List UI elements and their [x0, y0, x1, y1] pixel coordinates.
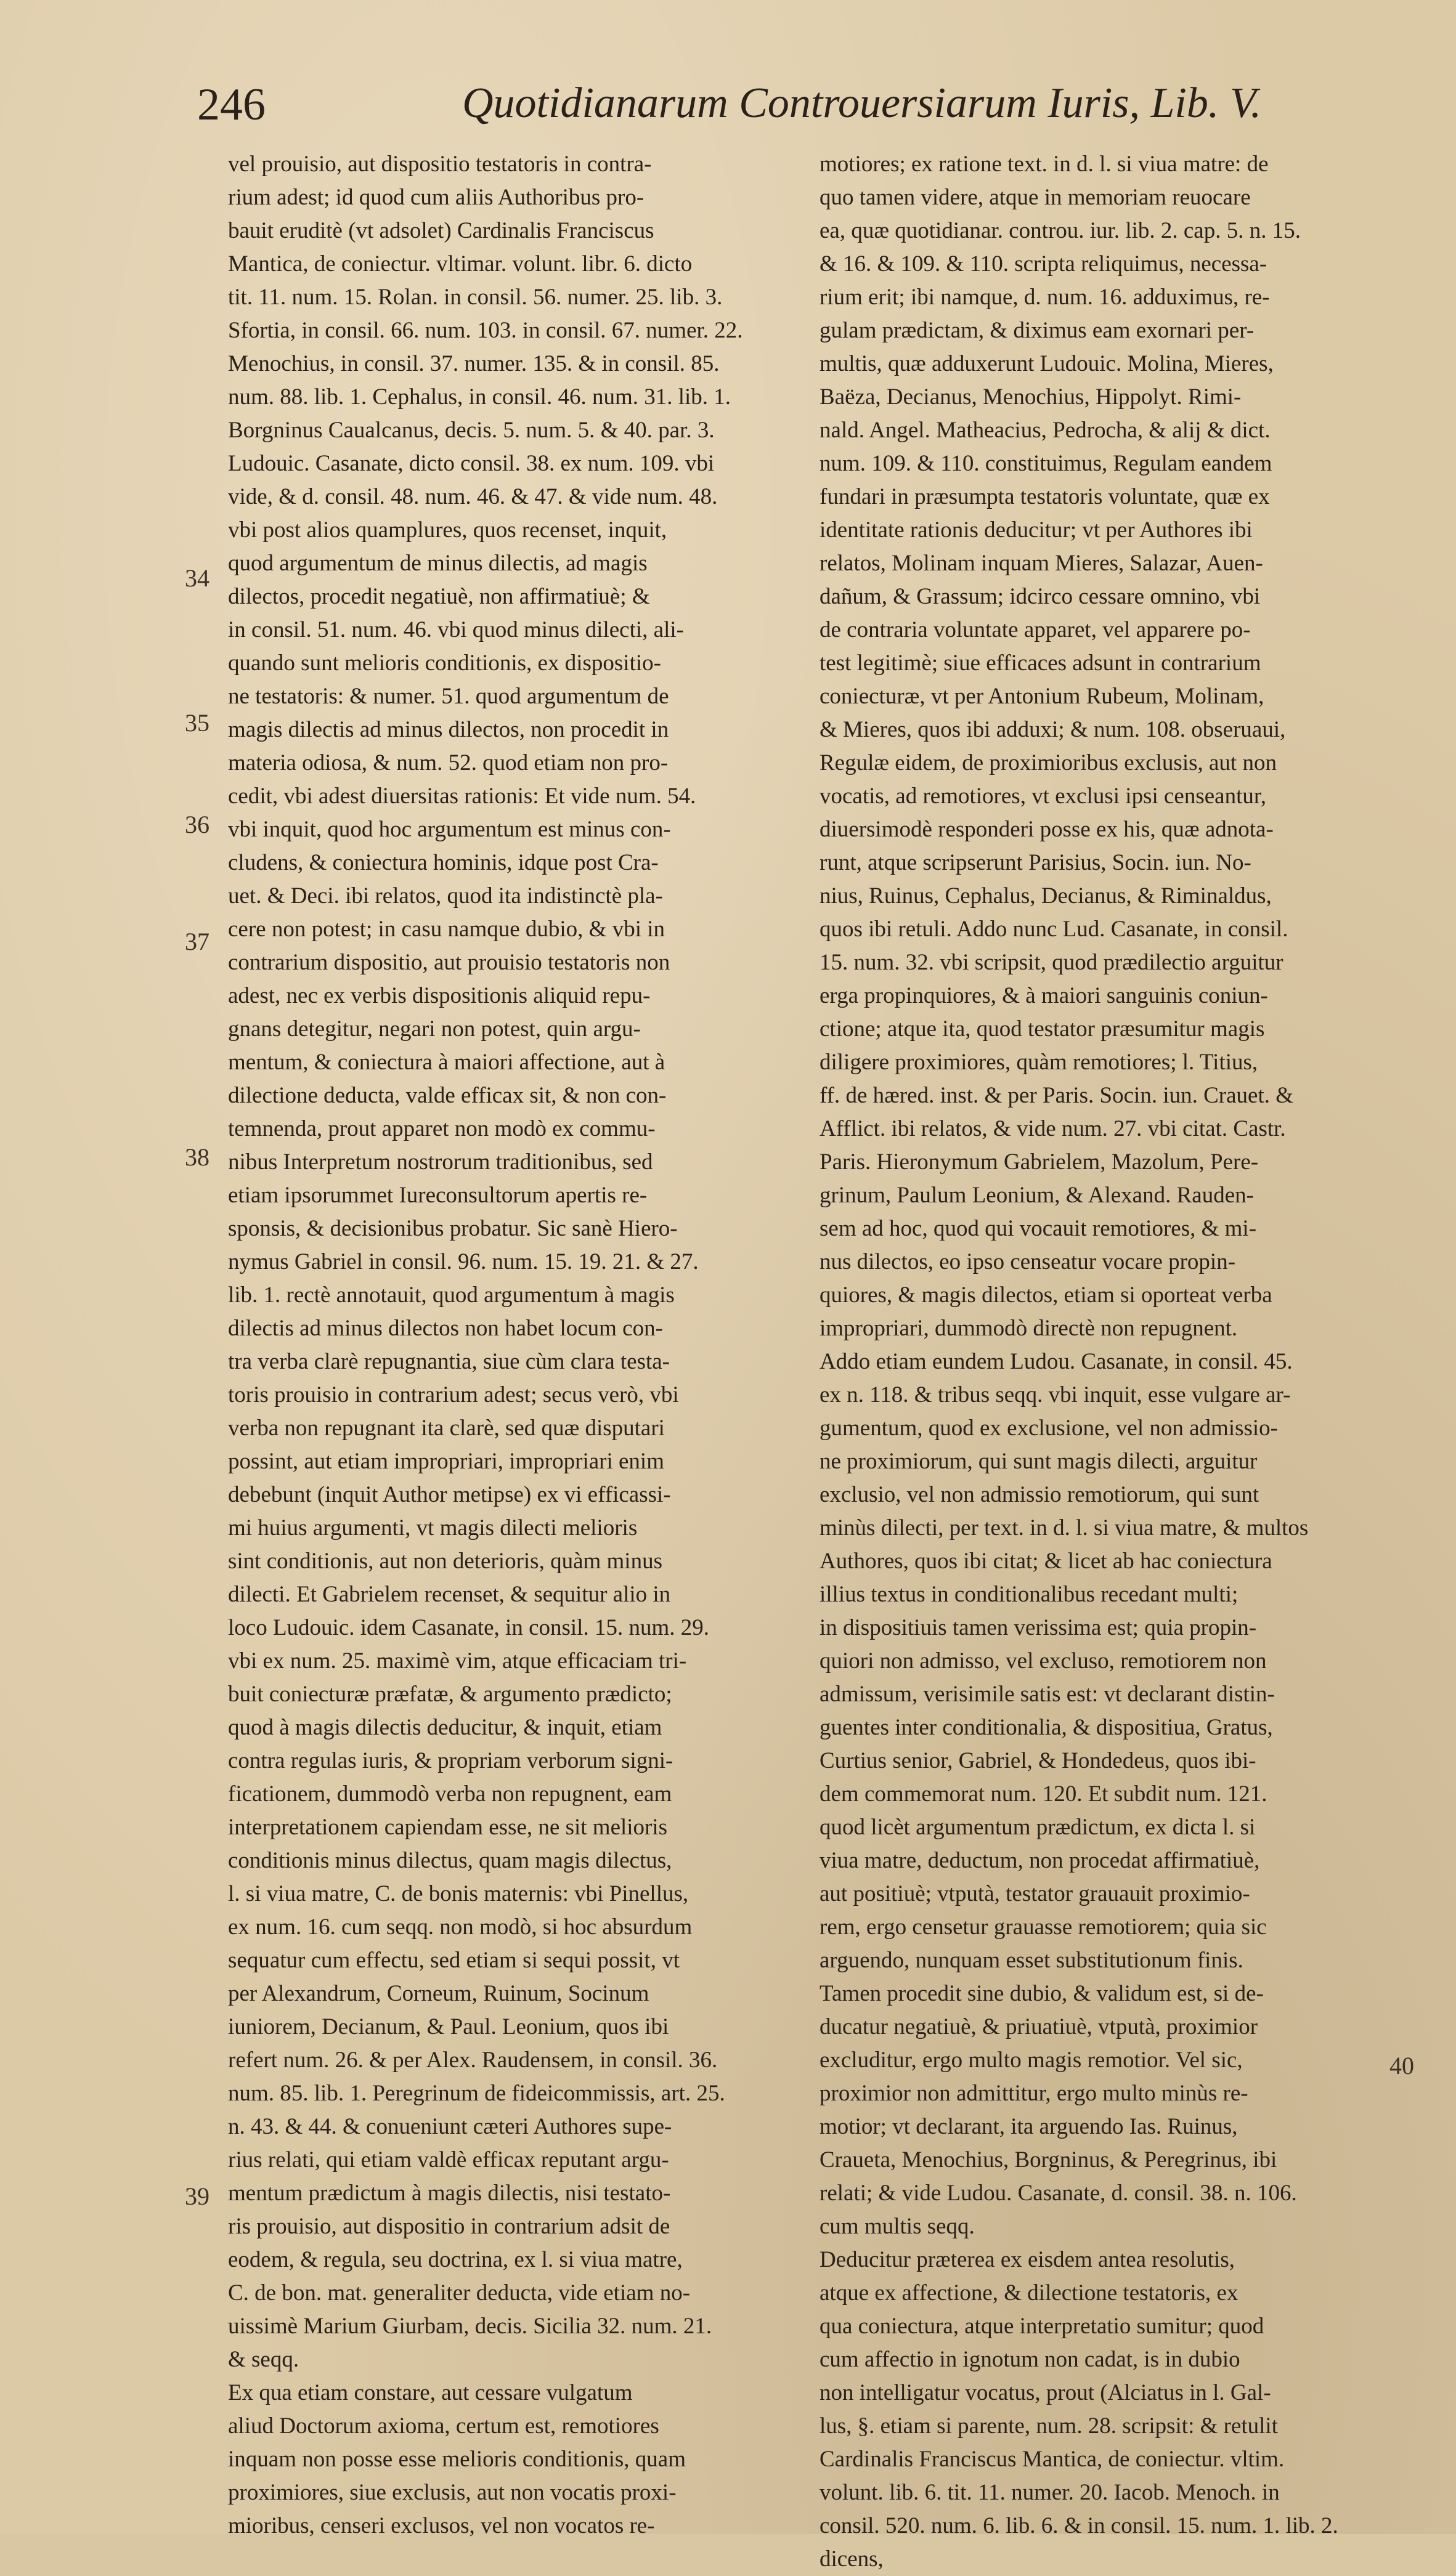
text-line: & seqq. — [228, 2347, 299, 2372]
text-line: in consil. 51. num. 46. vbi quod minus dilecti, ali- — [228, 617, 684, 642]
text-line: dilectione deducta, valde efficax sit, & non con- — [228, 1083, 667, 1108]
text-line: mioribus, censeri exclusos, vel non vocatos re- — [228, 2513, 655, 2538]
text-line: vbi inquit, quod hoc argumentum est minus con- — [228, 817, 671, 842]
text-line: refert num. 26. & per Alex. Raudensem, in consil. 36. — [228, 2047, 718, 2073]
text-line: ne proximiorum, qui sunt magis dilecti, arguitur — [820, 1449, 1258, 1474]
text-line: vocatis, ad remotiores, vt exclusi ipsi censeantur, — [820, 784, 1266, 809]
text-line: relatos, Molinam inquam Mieres, Salazar, Auen- — [820, 551, 1263, 576]
text-line: eodem, & regula, seu doctrina, ex l. si viua matre, — [228, 2247, 683, 2272]
text-line: identitate rationis deducitur; vt per Authores ibi — [820, 517, 1253, 543]
text-line: vbi ex num. 25. maximè vim, atque efficaciam tri- — [228, 1648, 687, 1674]
text-line: diuersimodè responderi posse ex his, quæ adnota- — [820, 817, 1274, 842]
text-line: bauit eruditè (vt adsolet) Cardinalis Franciscus — [228, 218, 654, 243]
text-line: possint, aut etiam impropriari, impropriari enim — [228, 1449, 664, 1474]
text-line: Mantica, de coniectur. vltimar. volunt. libr. 6. dicto — [228, 251, 693, 277]
text-line: contrarium dispositio, aut prouisio testatoris non — [228, 950, 670, 975]
text-line: tit. 11. num. 15. Rolan. in consil. 56. numer. 25. lib. 3. — [228, 285, 723, 310]
right-text-column — [820, 148, 1411, 2576]
text-line: rem, ergo censetur grauasse remotiorem; quia sic — [820, 1914, 1267, 1940]
text-line: runt, atque scripserunt Parisius, Socin. iun. No- — [820, 850, 1251, 875]
text-line: atque ex affectione, & dilectione testatoris, ex — [820, 2280, 1238, 2306]
text-line: relati; & vide Ludou. Casanate, d. consil. 38. n. 106. — [820, 2181, 1297, 2206]
text-line: Craueta, Menochius, Borgninus, & Peregrinus, ibi — [820, 2147, 1277, 2173]
text-line: guentes inter conditionalia, & dispositiua, Gratus, — [820, 1715, 1273, 1740]
text-line: gumentum, quod ex exclusione, vel non admissio- — [820, 1416, 1278, 1441]
text-line: Deducitur præterea ex eisdem antea resolutis, — [820, 2247, 1235, 2272]
text-line: sponsis, & decisionibus probatur. Sic sanè Hiero- — [228, 1216, 678, 1241]
text-line: ff. de hæred. inst. & per Paris. Socin. iun. Crauet. & — [820, 1083, 1294, 1108]
text-line: n. 43. & 44. & conueniunt cæteri Authores supe- — [228, 2114, 672, 2139]
text-line: Menochius, in consil. 37. numer. 135. & in consil. 85. — [228, 351, 720, 376]
page-number: 246 — [197, 79, 266, 130]
text-line: rius relati, qui etiam valdè efficax reputant argu- — [228, 2147, 669, 2173]
text-line: Tamen procedit sine dubio, & validum est, si de- — [820, 1981, 1264, 2006]
text-line: conditionis minus dilectus, quam magis dilectus, — [228, 1848, 672, 1873]
text-line: rium adest; id quod cum aliis Authoribus pro- — [228, 185, 645, 210]
text-line: magis dilectis ad minus dilectos, non procedit in — [228, 717, 669, 742]
text-line: nibus Interpretum nostrorum traditionibus, sed — [228, 1149, 653, 1175]
text-line: quod à magis dilectis deducitur, & inquit, etiam — [228, 1715, 662, 1740]
text-line: vel prouisio, aut dispositio testatoris in contra- — [228, 152, 652, 177]
text-line: dilectos, procedit negatiuè, non affirmatiuè; & — [228, 584, 650, 609]
text-line: dilecti. Et Gabrielem recenset, & sequitur alio in — [228, 1582, 671, 1607]
text-line: Curtius senior, Gabriel, & Hondedeus, quos ibi- — [820, 1748, 1256, 1773]
text-line: arguendo, nunquam esset substitutionum finis. — [820, 1948, 1243, 1973]
left-text-column — [228, 148, 820, 2543]
text-line: admissum, verisimile satis est: vt declarant distin- — [820, 1682, 1275, 1707]
text-line: cere non potest; in casu namque dubio, & vbi in — [228, 917, 665, 942]
text-line: grinum, Paulum Leonium, & Alexand. Rauden- — [820, 1183, 1254, 1208]
text-line: erga propinquiores, & à maiori sanguinis coniun- — [820, 983, 1268, 1008]
text-line: per Alexandrum, Corneum, Ruinum, Socinum — [228, 1981, 649, 2006]
text-line: mentum, & coniectura à maiori affectione, aut à — [228, 1050, 665, 1075]
text-line: ea, quæ quotidianar. controu. iur. lib. 2. cap. 5. n. 15. — [820, 218, 1301, 243]
text-line: cludens, & coniectura hominis, idque post Cra- — [228, 850, 659, 875]
text-line: sequatur cum effectu, sed etiam si sequi possit, vt — [228, 1948, 680, 1973]
text-line: mi huius argumenti, vt magis dilecti melioris — [228, 1515, 638, 1541]
margin-number: 40 — [1389, 2052, 1414, 2080]
text-line: sint conditionis, aut non deterioris, quàm minus — [228, 1549, 662, 1574]
text-line: contra regulas iuris, & propriam verborum signi- — [228, 1748, 673, 1773]
text-line: temnenda, prout apparet non modò ex commu- — [228, 1116, 656, 1141]
text-line: ficationem, dummodò verba non repugnent, eam — [228, 1781, 672, 1807]
text-line: motiores; ex ratione text. in d. l. si viua matre: de — [820, 152, 1269, 177]
text-line: toris prouisio in contrarium adest; secus verò, vbi — [228, 1382, 679, 1407]
text-line: excluditur, ergo multo magis remotior. Vel sic, — [820, 2047, 1243, 2073]
text-line: cum multis seqq. — [820, 2214, 975, 2239]
text-line: uet. & Deci. ibi relatos, quod ita indistinctè pla- — [228, 883, 663, 909]
text-line: quod licèt argumentum prædictum, ex dicta l. si — [820, 1815, 1256, 1840]
text-line: nius, Ruinus, Cephalus, Decianus, & Riminaldus, — [820, 883, 1272, 909]
text-line: fundari in præsumpta testatoris voluntate, quæ ex — [820, 484, 1270, 509]
text-line: nald. Angel. Matheacius, Pedrocha, & alij & dict. — [820, 418, 1271, 443]
text-line: gulam prædictam, & diximus eam exornari per- — [820, 318, 1255, 343]
margin-number: 36 — [185, 811, 209, 838]
text-line: dañum, & Grassum; idcirco cessare omnino, vbi — [820, 584, 1261, 609]
text-line: etiam ipsorummet Iureconsultorum apertis re- — [228, 1183, 648, 1208]
text-line: ex num. 16. cum seqq. non modò, si hoc absurdum — [228, 1914, 693, 1940]
text-line: non intelligatur vocatus, prout (Alciatus in l. Gal- — [820, 2380, 1271, 2405]
text-line: minùs dilecti, per text. in d. l. si viua matre, & multos — [820, 1515, 1309, 1541]
text-line: motior; vt declarant, ita arguendo Ias. Ruinus, — [820, 2114, 1238, 2139]
text-line: nymus Gabriel in consil. 96. num. 15. 19. 21. & 27. — [228, 1249, 699, 1274]
text-line: Ex qua etiam constare, aut cessare vulgatum — [228, 2380, 633, 2405]
text-line: Cardinalis Franciscus Mantica, de coniectur. vltim. — [820, 2447, 1285, 2472]
text-line: lib. 1. rectè annotauit, quod argumentum à magis — [228, 1282, 675, 1308]
text-line: Baëza, Decianus, Menochius, Hippolyt. Rimi- — [820, 384, 1242, 410]
text-line: C. de bon. mat. generaliter deducta, vide etiam no- — [228, 2280, 691, 2306]
margin-number: 35 — [185, 709, 209, 737]
text-line: gnans detegitur, negari non potest, quin argu- — [228, 1016, 641, 1042]
text-line: iuniorem, Decianum, & Paul. Leonium, quos ibi — [228, 2014, 669, 2039]
text-line: ex n. 118. & tribus seqq. vbi inquit, esse vulgare ar- — [820, 1382, 1291, 1407]
text-line: exclusio, vel non admissio remotiorum, qui sunt — [820, 1482, 1259, 1507]
text-line: & 16. & 109. & 110. scripta reliquimus, necessa- — [820, 251, 1267, 277]
text-line: uissimè Marium Giurbam, decis. Sicilia 32. num. 21. — [228, 2314, 712, 2339]
text-line: Sfortia, in consil. 66. num. 103. in consil. 67. numer. 22. — [228, 318, 743, 343]
text-line: Borgninus Caualcanus, decis. 5. num. 5. & 40. par. 3. — [228, 418, 715, 443]
text-line: cum affectio in ignotum non cadat, is in dubio — [820, 2347, 1240, 2372]
margin-number: 37 — [185, 928, 209, 955]
text-line: diligere proximiores, quàm remotiores; l. Titius, — [820, 1050, 1258, 1075]
text-line: num. 88. lib. 1. Cephalus, in consil. 46. num. 31. lib. 1. — [228, 384, 731, 410]
text-line: illius textus in conditionalibus recedant multi; — [820, 1582, 1238, 1607]
text-line: l. si viua matre, C. de bonis maternis: vbi Pinellus, — [228, 1881, 689, 1906]
text-line: proximiores, siue exclusis, aut non vocatis proxi- — [228, 2480, 677, 2505]
text-line: qua coniectura, atque interpretatio sumitur; quod — [820, 2314, 1264, 2339]
text-line: aliud Doctorum axioma, certum est, remotiores — [228, 2413, 659, 2439]
text-line: in dispositiuis tamen verissima est; quia propin- — [820, 1615, 1257, 1640]
text-line: de contraria voluntate apparet, vel apparere po- — [820, 617, 1251, 642]
text-line: num. 85. lib. 1. Peregrinum de fideicommissis, art. 25. — [228, 2081, 725, 2106]
text-line: sem ad hoc, quod qui vocauit remotiores, & mi- — [820, 1216, 1257, 1241]
text-line: dilectis ad minus dilectos non habet locum con- — [228, 1316, 663, 1341]
text-line: impropriari, dummodò directè non repugnent. — [820, 1316, 1238, 1341]
text-line: mentum prædictum à magis dilectis, nisi testato- — [228, 2181, 671, 2206]
margin-number: 38 — [185, 1143, 209, 1171]
text-line: quo tamen videre, atque in memoriam reuocare — [820, 185, 1251, 210]
text-line: verba non repugnant ita clarè, sed quæ disputari — [228, 1416, 665, 1441]
text-line: viua matre, deductum, non procedat affirmatiuè, — [820, 1848, 1260, 1873]
text-line: multis, quæ adduxerunt Ludouic. Molina, Mieres, — [820, 351, 1274, 376]
text-line: quod argumentum de minus dilectis, ad magis — [228, 551, 648, 576]
text-line: aut positiuè; vtputà, testator grauauit proximio- — [820, 1881, 1250, 1906]
text-line: Regulæ eidem, de proximioribus exclusis, aut non — [820, 750, 1277, 776]
margin-number: 34 — [185, 564, 209, 592]
text-line: vide, & d. consil. 48. num. 46. & 47. & vide num. 48. — [228, 484, 718, 509]
text-line: proximior non admittitur, ergo multo minùs re- — [820, 2081, 1248, 2106]
text-line: Ludouic. Casanate, dicto consil. 38. ex num. 109. vbi — [228, 451, 715, 476]
text-line: ctione; atque ita, quod testator præsumitur magis — [820, 1016, 1265, 1042]
text-line: quando sunt melioris conditionis, ex dispositio- — [228, 650, 661, 676]
text-line: ne testatoris: & numer. 51. quod argumentum de — [228, 684, 669, 709]
text-line: tra verba clarè repugnantia, siue cùm clara testa- — [228, 1349, 670, 1374]
text-line: quiori non admisso, vel excluso, remotiorem non — [820, 1648, 1267, 1674]
text-line: consil. 520. num. 6. lib. 6. & in consil. 15. num. 1. lib. 2. — [820, 2513, 1338, 2538]
text-line: quos ibi retuli. Addo nunc Lud. Casanate, in consil. — [820, 917, 1288, 942]
text-line: inquam non posse esse melioris conditionis, quam — [228, 2447, 686, 2472]
text-line: loco Ludouic. idem Casanate, in consil. 15. num. 29. — [228, 1615, 709, 1640]
text-line: cedit, vbi adest diuersitas rationis: Et vide num. 54. — [228, 784, 696, 809]
text-line: Afflict. ibi relatos, & vide num. 27. vbi citat. Castr. — [820, 1116, 1286, 1141]
text-line: num. 109. & 110. constituimus, Regulam eandem — [820, 451, 1272, 476]
text-line: test legitimè; siue efficaces adsunt in contrarium — [820, 650, 1261, 676]
text-line: Authores, quos ibi citat; & licet ab hac coniectura — [820, 1549, 1272, 1574]
text-line: lus, §. etiam si parente, num. 28. scripsit: & retulit — [820, 2413, 1278, 2439]
text-line: debebunt (inquit Author metipse) ex vi efficassi- — [228, 1482, 671, 1507]
text-line: nus dilectos, eo ipso censeatur vocare propin- — [820, 1249, 1236, 1274]
text-line: Paris. Hieronymum Gabrielem, Mazolum, Pere- — [820, 1149, 1259, 1175]
page-header — [197, 79, 1262, 147]
text-line: volunt. lib. 6. tit. 11. numer. 20. Iacob. Menoch. in — [820, 2480, 1280, 2505]
text-line: ris prouisio, aut dispositio in contrarium adsit de — [228, 2214, 670, 2239]
text-line: materia odiosa, & num. 52. quod etiam non pro- — [228, 750, 669, 776]
text-line: interpretationem capiendam esse, ne sit melioris — [228, 1815, 668, 1840]
margin-number: 39 — [185, 2182, 209, 2210]
text-line: ducatur negatiuè, & priuatiuè, vtputà, proximior — [820, 2014, 1258, 2039]
text-line: rium erit; ibi namque, d. num. 16. adduximus, re- — [820, 285, 1270, 310]
text-line: buit coniecturæ præfatæ, & argumento prædicto; — [228, 1682, 672, 1707]
text-line: quiores, & magis dilectos, etiam si oporteat verba — [820, 1282, 1272, 1308]
text-line: dicens, — [820, 2546, 884, 2572]
text-line: Addo etiam eundem Ludou. Casanate, in consil. 45. — [820, 1349, 1293, 1374]
text-line: coniecturæ, vt per Antonium Rubeum, Molinam, — [820, 684, 1264, 709]
text-line: vbi post alios quamplures, quos recenset, inquit, — [228, 517, 667, 543]
text-line: adest, nec ex verbis dispositionis aliquid repu- — [228, 983, 651, 1008]
text-line: 15. num. 32. vbi scripsit, quod prædilectio arguitur — [820, 950, 1283, 975]
running-title: Quotidianarum Controuersiarum Iuris, Lib. V. — [462, 79, 1262, 127]
text-line: dem commemorat num. 120. Et subdit num. 121. — [820, 1781, 1267, 1807]
text-line: & Mieres, quos ibi adduxi; & num. 108. obseruaui, — [820, 717, 1286, 742]
